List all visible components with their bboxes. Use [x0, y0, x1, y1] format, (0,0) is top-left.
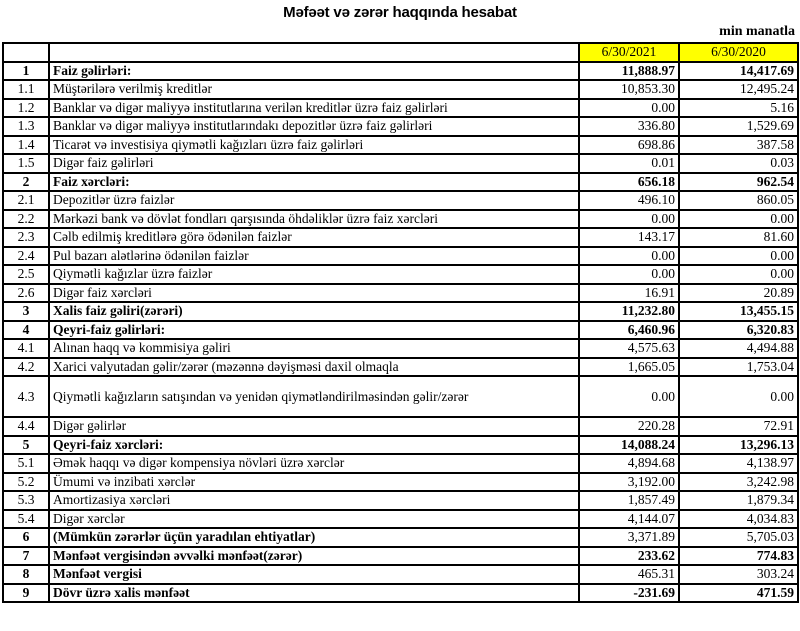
- row-number-cell: 4.1: [3, 339, 49, 358]
- row-value-2020-cell: 0.00: [679, 247, 798, 266]
- row-value-2021-cell: 4,575.63: [579, 339, 679, 358]
- row-value-2021-cell: 0.00: [579, 247, 679, 266]
- row-value-2021-cell: 4,894.68: [579, 454, 679, 473]
- row-number-cell: 2.1: [3, 191, 49, 210]
- row-value-2021-cell: 3,371.89: [579, 528, 679, 547]
- row-label-cell: Müştərilərə verilmiş kreditlər: [49, 80, 579, 99]
- row-value-2021-cell: 1,857.49: [579, 491, 679, 510]
- row-label-cell: Depozitlər üzrə faizlər: [49, 191, 579, 210]
- row-number-cell: 1.4: [3, 136, 49, 155]
- row-number-cell: 5.1: [3, 454, 49, 473]
- row-value-2021-cell: 0.00: [579, 265, 679, 284]
- row-number-cell: 5.3: [3, 491, 49, 510]
- table-row: [3, 454, 798, 473]
- row-value-2020-cell: 387.58: [679, 136, 798, 155]
- row-value-2020-cell: 4,034.83: [679, 510, 798, 529]
- row-number-cell: 7: [3, 547, 49, 566]
- row-number-cell: 1.5: [3, 154, 49, 173]
- table-row: [3, 99, 798, 118]
- table-row: [3, 136, 798, 155]
- row-label-cell: Alınan haqq və kommisiya gəliri: [49, 339, 579, 358]
- row-value-2020-cell: 3,242.98: [679, 473, 798, 492]
- row-value-2021-cell: 233.62: [579, 547, 679, 566]
- row-label-cell: Banklar və digər maliyyə institutlarına verilən kreditlər üzrə faiz gəlirləri: [49, 99, 579, 118]
- row-number-cell: 2.3: [3, 228, 49, 247]
- row-number-cell: 1: [3, 62, 49, 81]
- profit-loss-table: [2, 42, 799, 603]
- row-value-2020-cell: 303.24: [679, 565, 798, 584]
- row-number-cell: 4.2: [3, 358, 49, 377]
- row-value-2021-cell: 496.10: [579, 191, 679, 210]
- table-row: [3, 510, 798, 529]
- row-label-cell: Amortizasiya xərcləri: [49, 491, 579, 510]
- row-value-2020-cell: 5.16: [679, 99, 798, 118]
- row-number-cell: 2.2: [3, 210, 49, 229]
- row-number-cell: 2.4: [3, 247, 49, 266]
- row-value-2020-cell: 4,494.88: [679, 339, 798, 358]
- row-number-cell: 1.3: [3, 117, 49, 136]
- row-value-2020-cell: 13,455.15: [679, 302, 798, 321]
- row-number-cell: 8: [3, 565, 49, 584]
- row-value-2020-cell: 12,495.24: [679, 80, 798, 99]
- row-value-2021-cell: 0.00: [579, 210, 679, 229]
- row-value-2021-cell: 656.18: [579, 173, 679, 192]
- row-value-2020-cell: 0.00: [679, 376, 798, 417]
- row-value-2020-cell: 0.00: [679, 265, 798, 284]
- row-value-2020-cell: 774.83: [679, 547, 798, 566]
- row-label-cell: Ümumi və inzibati xərclər: [49, 473, 579, 492]
- row-label-cell: Dövr üzrə xalis mənfəət: [49, 584, 579, 603]
- row-label-cell: Mənfəət vergisi: [49, 565, 579, 584]
- header-cell-empty-no: [3, 43, 49, 62]
- row-label-cell: Banklar və digər maliyyə institutlarındakı depozitlər üzrə faiz gəlirləri: [49, 117, 579, 136]
- table-row: [3, 417, 798, 436]
- row-label-cell: Əmək haqqı və digər kompensiya növləri üzrə xərclər: [49, 454, 579, 473]
- row-label-cell: Qeyri-faiz gəlirləri:: [49, 321, 579, 340]
- row-label-cell: Qiymətli kağızların satışından və yenidən qiymətləndirilməsindən gəlir/zərər: [49, 376, 579, 417]
- table-row: [3, 284, 798, 303]
- table-row: [3, 302, 798, 321]
- table-row: [3, 339, 798, 358]
- table-row: [3, 584, 798, 603]
- row-number-cell: 4.4: [3, 417, 49, 436]
- row-value-2021-cell: 336.80: [579, 117, 679, 136]
- row-value-2020-cell: 14,417.69: [679, 62, 798, 81]
- row-value-2021-cell: 3,192.00: [579, 473, 679, 492]
- row-value-2021-cell: 16.91: [579, 284, 679, 303]
- row-label-cell: Xarici valyutadan gəlir/zərər (məzənnə dəyişməsi daxil olmaqla: [49, 358, 579, 377]
- row-value-2021-cell: 698.86: [579, 136, 679, 155]
- table-row: [3, 491, 798, 510]
- table-row: [3, 210, 798, 229]
- row-value-2021-cell: 11,888.97: [579, 62, 679, 81]
- row-value-2020-cell: 6,320.83: [679, 321, 798, 340]
- row-value-2021-cell: 10,853.30: [579, 80, 679, 99]
- row-value-2021-cell: 4,144.07: [579, 510, 679, 529]
- row-value-2021-cell: 11,232.80: [579, 302, 679, 321]
- row-value-2021-cell: 0.00: [579, 99, 679, 118]
- row-label-cell: Xalis faiz gəliri(zərəri): [49, 302, 579, 321]
- table-row: [3, 436, 798, 455]
- row-number-cell: 3: [3, 302, 49, 321]
- row-value-2020-cell: 1,529.69: [679, 117, 798, 136]
- table-row: [3, 321, 798, 340]
- row-label-cell: Mənfəət vergisindən əvvəlki mənfəət(zərər): [49, 547, 579, 566]
- table-row: [3, 247, 798, 266]
- row-number-cell: 6: [3, 528, 49, 547]
- table-row: [3, 62, 798, 81]
- table-row: [3, 358, 798, 377]
- row-value-2020-cell: 5,705.03: [679, 528, 798, 547]
- row-label-cell: Pul bazarı alətlərinə ödənilən faizlər: [49, 247, 579, 266]
- row-number-cell: 5.2: [3, 473, 49, 492]
- row-value-2020-cell: 0.00: [679, 210, 798, 229]
- table-row: [3, 528, 798, 547]
- row-value-2020-cell: 4,138.97: [679, 454, 798, 473]
- row-label-cell: Faiz gəlirləri:: [49, 62, 579, 81]
- row-value-2020-cell: 0.03: [679, 154, 798, 173]
- row-label-cell: (Mümkün zərərlər üçün yaradılan ehtiyatlar): [49, 528, 579, 547]
- row-value-2021-cell: 14,088.24: [579, 436, 679, 455]
- table-row: [3, 191, 798, 210]
- row-value-2020-cell: 1,879.34: [679, 491, 798, 510]
- row-value-2021-cell: -231.69: [579, 584, 679, 603]
- table-row: [3, 565, 798, 584]
- row-number-cell: 2: [3, 173, 49, 192]
- row-value-2021-cell: 220.28: [579, 417, 679, 436]
- row-value-2020-cell: 13,296.13: [679, 436, 798, 455]
- row-value-2020-cell: 962.54: [679, 173, 798, 192]
- row-value-2021-cell: 0.01: [579, 154, 679, 173]
- row-number-cell: 2.5: [3, 265, 49, 284]
- row-label-cell: Qeyri-faiz xərcləri:: [49, 436, 579, 455]
- row-value-2021-cell: 465.31: [579, 565, 679, 584]
- row-label-cell: Digər faiz xərcləri: [49, 284, 579, 303]
- table-row: [3, 173, 798, 192]
- row-number-cell: 5: [3, 436, 49, 455]
- header-cell-date-2021: 6/30/2021: [579, 43, 679, 62]
- row-value-2021-cell: 6,460.96: [579, 321, 679, 340]
- row-value-2020-cell: 81.60: [679, 228, 798, 247]
- row-number-cell: 1.2: [3, 99, 49, 118]
- row-label-cell: Digər xərclər: [49, 510, 579, 529]
- header-row: [3, 43, 798, 62]
- row-number-cell: 9: [3, 584, 49, 603]
- row-number-cell: 4: [3, 321, 49, 340]
- table-row: [3, 154, 798, 173]
- table-header: [3, 43, 798, 62]
- table-row: [3, 117, 798, 136]
- table-body: [3, 62, 798, 603]
- row-label-cell: Digər gəlirlər: [49, 417, 579, 436]
- table-row: [3, 80, 798, 99]
- row-label-cell: Mərkəzi bank və dövlət fondları qarşısında öhdəliklər üzrə faiz xərcləri: [49, 210, 579, 229]
- row-label-cell: Digər faiz gəlirləri: [49, 154, 579, 173]
- row-label-cell: Faiz xərcləri:: [49, 173, 579, 192]
- row-number-cell: 5.4: [3, 510, 49, 529]
- unit-note: min manatla: [719, 24, 795, 39]
- table-row: [3, 376, 798, 417]
- row-label-cell: Qiymətli kağızlar üzrə faizlər: [49, 265, 579, 284]
- header-cell-date-2020: 6/30/2020: [679, 43, 798, 62]
- row-value-2020-cell: 20.89: [679, 284, 798, 303]
- row-label-cell: Ticarət və investisiya qiymətli kağızları üzrə faiz gəlirləri: [49, 136, 579, 155]
- table-row: [3, 228, 798, 247]
- row-value-2021-cell: 1,665.05: [579, 358, 679, 377]
- table-row: [3, 547, 798, 566]
- header-cell-empty-label: [49, 43, 579, 62]
- row-label-cell: Cəlb edilmiş kreditlərə görə ödənilən faizlər: [49, 228, 579, 247]
- row-value-2020-cell: 72.91: [679, 417, 798, 436]
- row-number-cell: 1.1: [3, 80, 49, 99]
- row-value-2020-cell: 471.59: [679, 584, 798, 603]
- page-title: Məfəət və zərər haqqında hesabat: [283, 4, 517, 21]
- row-value-2021-cell: 0.00: [579, 376, 679, 417]
- row-value-2020-cell: 1,753.04: [679, 358, 798, 377]
- table-row: [3, 265, 798, 284]
- row-value-2020-cell: 860.05: [679, 191, 798, 210]
- row-value-2021-cell: 143.17: [579, 228, 679, 247]
- table-row: [3, 473, 798, 492]
- row-number-cell: 2.6: [3, 284, 49, 303]
- row-number-cell: 4.3: [3, 376, 49, 417]
